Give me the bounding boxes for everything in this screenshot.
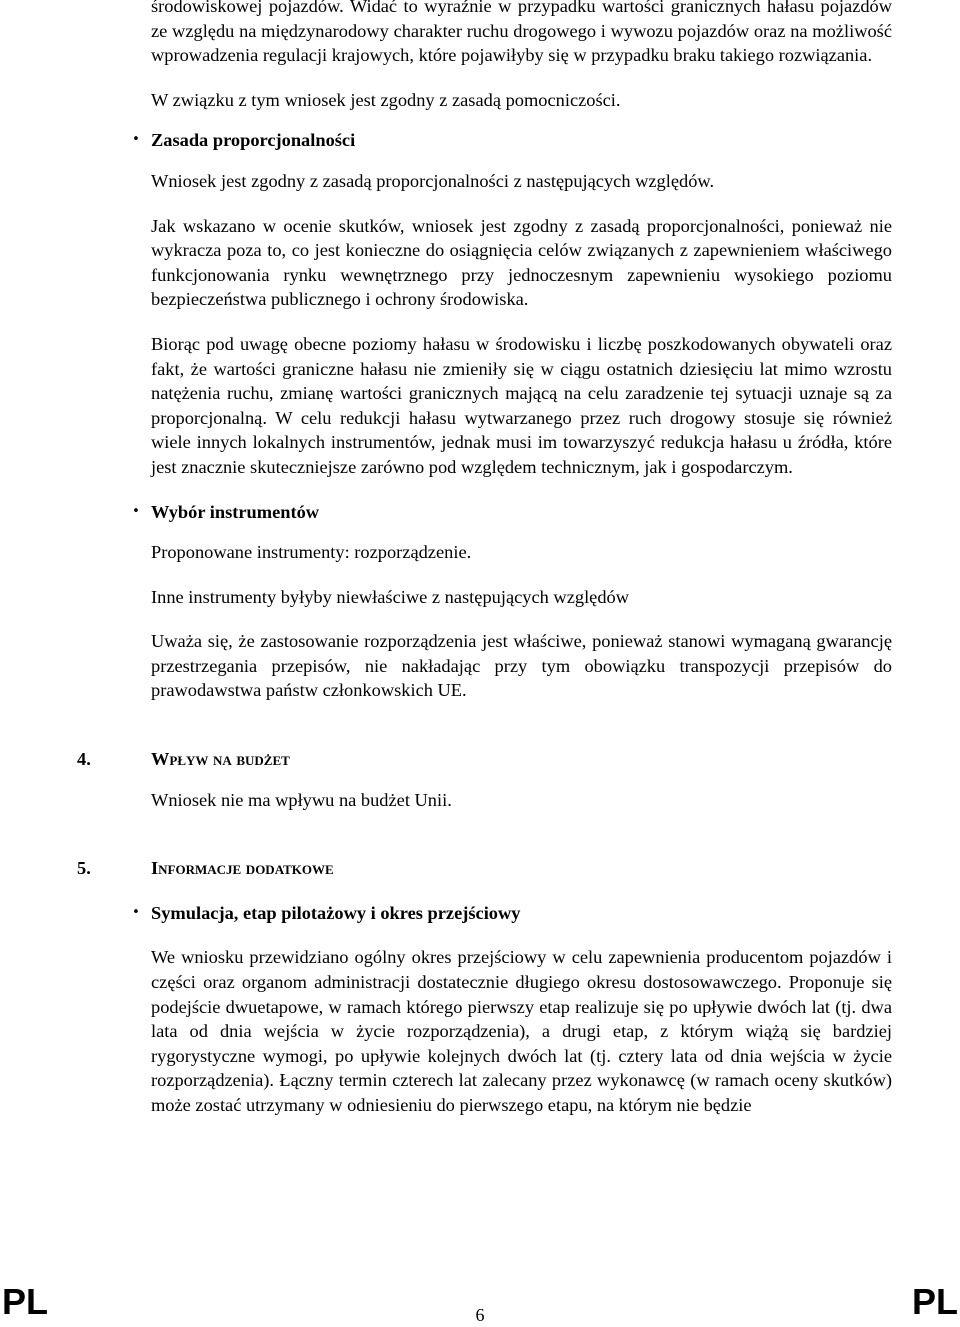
paragraph-subsidiarity-conclusion: W związku z tym wniosek jest zgodny z zasadą pomocniczości. [151,89,621,110]
footer-language-code-right: PL [911,1281,958,1322]
bullet-heading-text: Symulacja, etap pilotażowy i okres przejściowy [151,902,521,923]
bullet-icon: • [132,503,140,519]
bullet-heading-text: Zasada proporcjonalności [151,130,356,151]
paragraph-transition-period: We wniosku przewidziano ogólny okres przejściowy w celu zapewnienia producentom pojazdów i części oraz organom administracji dostatecznie długiego okresu dostosowawczego. Proponuje się podejście dwuetapowe, w ramach którego pierwszy etap realizuje się po upływie dwóch lat (tj. dwa lata od dnia wejścia w życie rozporządzenia), a drugi etap, z którym wiążą się bardziej rygorystyczne wymogi, po upływie kolejnych dwóch lat (tj. cztery lata od dnia wejścia w życie rozporządzenia). Łączny termin czterech lat zalecany przez wykonawcę (w ramach oceny skutków) może zostać utrzymany w odniesieniu do pierwszego etapu, na którym nie będzie [151,947,892,1115]
section-title: Wpływ na budżet [151,749,290,770]
document-body [77,0,892,1118]
paragraph-proposed-instruments: Proponowane instrumenty: rozporządzenie. [151,542,472,563]
section-heading-budget [77,747,892,772]
bullet-heading-simulation [132,901,892,926]
paragraph-proportionality-intro: Wniosek jest zgodny z zasadą proporcjonalności z następujących względów. [151,170,715,191]
bullet-icon: • [132,904,140,920]
bullet-heading-instruments [132,500,892,525]
footer-language-code-left: PL [2,1281,49,1322]
section-number: 5. [77,858,91,879]
paragraph-proportionality-impact: Jak wskazano w ocenie skutków, wniosek jest zgodny z zasadą proporcjonalności, ponieważ nie wykracza poza to, co jest konieczne do osiągnięcia celów związanych z zapewnieniem właściwego funkcjonowania rynku wewnętrznego przy jednoczesnym zapewnieniu wysokiego poziomu bezpieczeństwa publicznego i ochrony środowiska. [151,215,892,310]
section-number: 4. [77,749,91,770]
paragraph-other-instruments: Inne instrumenty byłyby niewłaściwe z następujących względów [151,586,630,607]
paragraph-budget: Wniosek nie ma wpływu na budżet Unii. [151,789,452,810]
bullet-heading-proportionality [132,128,892,153]
section-title: Informacje dodatkowe [151,858,334,879]
paragraph-subsidiarity-context: środowiskowej pojazdów. Widać to wyraźnie w przypadku wartości granicznych hałasu pojazdów ze względu na międzynarodowy charakter ruchu drogowego i wywozu pojazdów oraz na możliwość wprowadzenia regulacji krajowych, które pojawiłyby się w przypadku braku takiego rozwiązania. [151,0,892,66]
bullet-icon: • [132,132,140,148]
page-number: 6 [475,1305,485,1325]
section-heading-additional-info [77,856,892,881]
paragraph-regulation-justification: Uważa się, że zastosowanie rozporządzenia jest właściwe, ponieważ stanowi wymaganą gwarancję przestrzegania przepisów, nie nakładając przy tym obowiązku transpozycji przepisów do prawodawstwa państw członkowskich UE. [151,631,892,701]
paragraph-proportionality-noise: Biorąc pod uwagę obecne poziomy hałasu w środowisku i liczbę poszkodowanych obywateli oraz fakt, że wartości graniczne hałasu nie zmieniły się w ciągu ostatnich dziesięciu lat mimo wzrostu natężenia ruchu, zmianę wartości granicznych mającą na celu zaradzenie tej sytuacji uznaje są za proporcjonalną. W celu redukcji hałasu wytwarzanego przez ruch drogowy stosuje się również wiele innych lokalnych instrumentów, jednak musi im towarzyszyć redukcja hałasu u źródła, które jest znacznie skuteczniejsze zarówno pod względem technicznym, jak i gospodarczym. [151,333,892,477]
bullet-heading-text: Wybór instrumentów [151,501,320,522]
